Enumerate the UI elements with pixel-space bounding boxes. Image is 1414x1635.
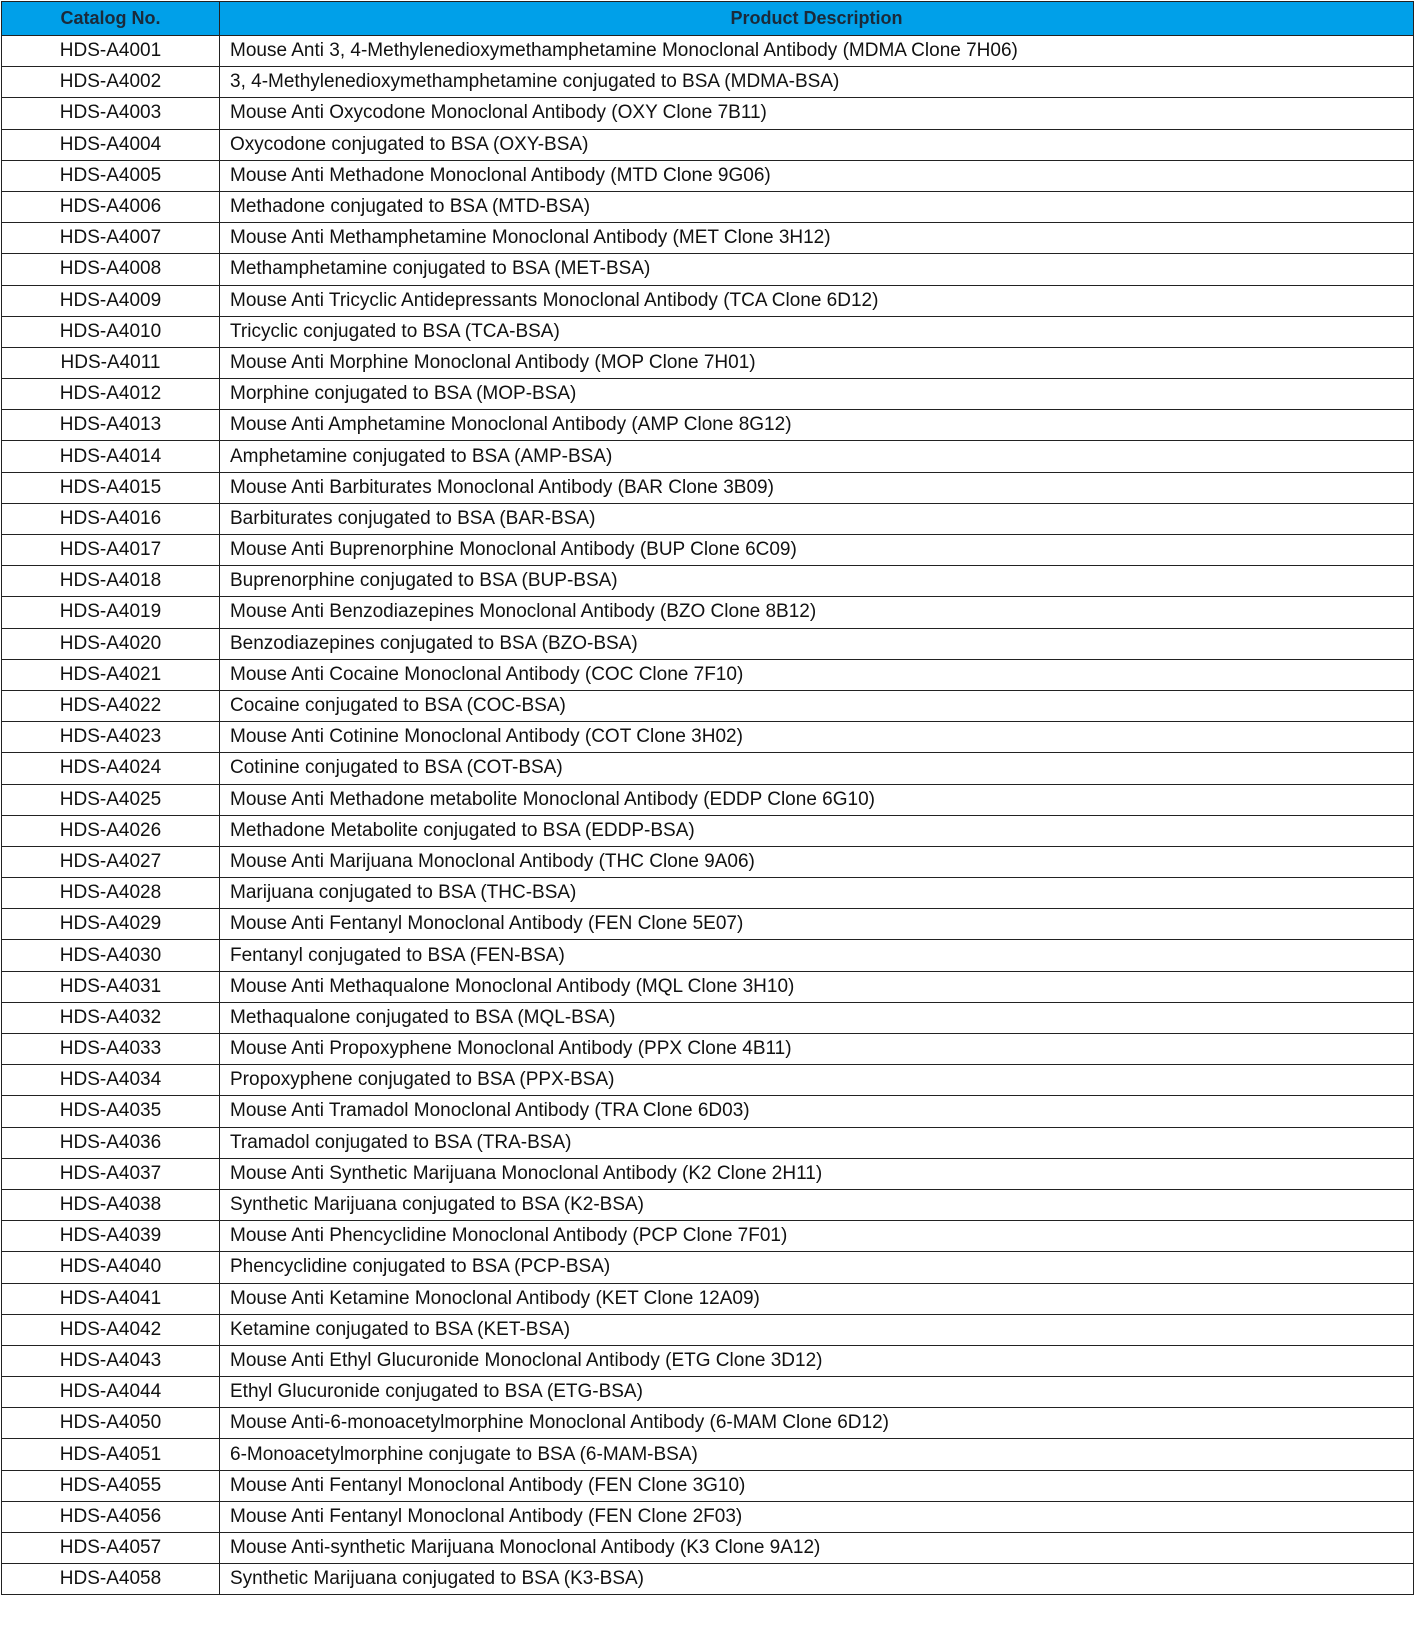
table-row bbox=[2, 940, 1414, 971]
header-row bbox=[2, 2, 1414, 36]
product-description-cell: Barbiturates conjugated to BSA (BAR-BSA) bbox=[220, 503, 1414, 534]
product-description-cell: Methadone conjugated to BSA (MTD-BSA) bbox=[220, 191, 1414, 222]
product-description-cell: Mouse Anti 3, 4-Methylenedioxymethamphetamine Monoclonal Antibody (MDMA Clone 7H06) bbox=[220, 36, 1414, 67]
table-row bbox=[2, 1408, 1414, 1439]
catalog-number-cell: HDS-A4009 bbox=[2, 285, 220, 316]
product-description-cell: Mouse Anti Cocaine Monoclonal Antibody (COC Clone 7F10) bbox=[220, 659, 1414, 690]
product-description-cell: Mouse Anti Barbiturates Monoclonal Antibody (BAR Clone 3B09) bbox=[220, 472, 1414, 503]
table-row bbox=[2, 1377, 1414, 1408]
product-description-cell: Mouse Anti Tramadol Monoclonal Antibody (TRA Clone 6D03) bbox=[220, 1096, 1414, 1127]
table-row bbox=[2, 753, 1414, 784]
product-description-cell: Fentanyl conjugated to BSA (FEN-BSA) bbox=[220, 940, 1414, 971]
product-description-cell: Mouse Anti Propoxyphene Monoclonal Antibody (PPX Clone 4B11) bbox=[220, 1034, 1414, 1065]
table-row bbox=[2, 98, 1414, 129]
product-description-cell: Propoxyphene conjugated to BSA (PPX-BSA) bbox=[220, 1065, 1414, 1096]
table-row bbox=[2, 971, 1414, 1002]
product-description-cell: Mouse Anti Methadone Monoclonal Antibody (MTD Clone 9G06) bbox=[220, 160, 1414, 191]
table-row bbox=[2, 1501, 1414, 1532]
product-description-cell: Tricyclic conjugated to BSA (TCA-BSA) bbox=[220, 316, 1414, 347]
catalog-number-cell: HDS-A4007 bbox=[2, 223, 220, 254]
product-description-cell: Mouse Anti Tricyclic Antidepressants Monoclonal Antibody (TCA Clone 6D12) bbox=[220, 285, 1414, 316]
product-description-cell: Mouse Anti Ketamine Monoclonal Antibody (KET Clone 12A09) bbox=[220, 1283, 1414, 1314]
catalog-number-cell: HDS-A4018 bbox=[2, 566, 220, 597]
table-row bbox=[2, 1439, 1414, 1470]
table-row bbox=[2, 191, 1414, 222]
catalog-number-cell: HDS-A4001 bbox=[2, 36, 220, 67]
product-description-cell: Mouse Anti Oxycodone Monoclonal Antibody (OXY Clone 7B11) bbox=[220, 98, 1414, 129]
table-row bbox=[2, 441, 1414, 472]
product-catalog-table bbox=[1, 1, 1414, 1595]
catalog-number-cell: HDS-A4044 bbox=[2, 1377, 220, 1408]
table-row bbox=[2, 597, 1414, 628]
table-row bbox=[2, 1065, 1414, 1096]
product-description-cell: Amphetamine conjugated to BSA (AMP-BSA) bbox=[220, 441, 1414, 472]
table-row bbox=[2, 160, 1414, 191]
table-row bbox=[2, 1533, 1414, 1564]
product-description-cell: Mouse Anti Morphine Monoclonal Antibody (MOP Clone 7H01) bbox=[220, 347, 1414, 378]
catalog-number-cell: HDS-A4038 bbox=[2, 1189, 220, 1220]
catalog-number-cell: HDS-A4034 bbox=[2, 1065, 220, 1096]
product-description-cell: Mouse Anti Methaqualone Monoclonal Antibody (MQL Clone 3H10) bbox=[220, 971, 1414, 1002]
product-description-cell: Mouse Anti Fentanyl Monoclonal Antibody (FEN Clone 2F03) bbox=[220, 1501, 1414, 1532]
product-description-cell: Mouse Anti Methamphetamine Monoclonal Antibody (MET Clone 3H12) bbox=[220, 223, 1414, 254]
catalog-number-cell: HDS-A4050 bbox=[2, 1408, 220, 1439]
table-row bbox=[2, 1314, 1414, 1345]
product-description-cell: Ketamine conjugated to BSA (KET-BSA) bbox=[220, 1314, 1414, 1345]
catalog-number-cell: HDS-A4025 bbox=[2, 784, 220, 815]
product-description-cell: Buprenorphine conjugated to BSA (BUP-BSA) bbox=[220, 566, 1414, 597]
catalog-number-cell: HDS-A4041 bbox=[2, 1283, 220, 1314]
product-description-cell: Phencyclidine conjugated to BSA (PCP-BSA) bbox=[220, 1252, 1414, 1283]
catalog-number-cell: HDS-A4051 bbox=[2, 1439, 220, 1470]
table-row bbox=[2, 909, 1414, 940]
product-description-cell: Mouse Anti Cotinine Monoclonal Antibody (COT Clone 3H02) bbox=[220, 722, 1414, 753]
catalog-number-cell: HDS-A4027 bbox=[2, 846, 220, 877]
product-description-cell: Mouse Anti Methadone metabolite Monoclonal Antibody (EDDP Clone 6G10) bbox=[220, 784, 1414, 815]
table-row bbox=[2, 535, 1414, 566]
table-row bbox=[2, 129, 1414, 160]
table-row bbox=[2, 1470, 1414, 1501]
catalog-number-cell: HDS-A4043 bbox=[2, 1345, 220, 1376]
catalog-number-cell: HDS-A4031 bbox=[2, 971, 220, 1002]
table-row bbox=[2, 1096, 1414, 1127]
catalog-number-cell: HDS-A4028 bbox=[2, 878, 220, 909]
product-description-cell: Morphine conjugated to BSA (MOP-BSA) bbox=[220, 379, 1414, 410]
product-description-cell: Mouse Anti Fentanyl Monoclonal Antibody (FEN Clone 3G10) bbox=[220, 1470, 1414, 1501]
catalog-number-cell: HDS-A4056 bbox=[2, 1501, 220, 1532]
table-row bbox=[2, 1158, 1414, 1189]
catalog-number-cell: HDS-A4012 bbox=[2, 379, 220, 410]
table-row bbox=[2, 690, 1414, 721]
table-row bbox=[2, 36, 1414, 67]
table-row bbox=[2, 1127, 1414, 1158]
catalog-number-cell: HDS-A4014 bbox=[2, 441, 220, 472]
catalog-number-cell: HDS-A4035 bbox=[2, 1096, 220, 1127]
catalog-number-cell: HDS-A4042 bbox=[2, 1314, 220, 1345]
catalog-number-cell: HDS-A4024 bbox=[2, 753, 220, 784]
product-description-cell: Marijuana conjugated to BSA (THC-BSA) bbox=[220, 878, 1414, 909]
product-description-cell: Mouse Anti Phencyclidine Monoclonal Antibody (PCP Clone 7F01) bbox=[220, 1221, 1414, 1252]
table-row bbox=[2, 316, 1414, 347]
catalog-number-cell: HDS-A4017 bbox=[2, 535, 220, 566]
table-row bbox=[2, 1564, 1414, 1595]
product-description-cell: 3, 4-Methylenedioxymethamphetamine conjugated to BSA (MDMA-BSA) bbox=[220, 67, 1414, 98]
catalog-number-cell: HDS-A4016 bbox=[2, 503, 220, 534]
product-description-cell: Mouse Anti Amphetamine Monoclonal Antibody (AMP Clone 8G12) bbox=[220, 410, 1414, 441]
table-body bbox=[2, 36, 1414, 1595]
product-description-cell: Mouse Anti-6-monoacetylmorphine Monoclonal Antibody (6-MAM Clone 6D12) bbox=[220, 1408, 1414, 1439]
table-row bbox=[2, 67, 1414, 98]
catalog-number-cell: HDS-A4029 bbox=[2, 909, 220, 940]
table-row bbox=[2, 784, 1414, 815]
catalog-number-cell: HDS-A4015 bbox=[2, 472, 220, 503]
product-description-cell: Benzodiazepines conjugated to BSA (BZO-BSA) bbox=[220, 628, 1414, 659]
product-description-cell: Methadone Metabolite conjugated to BSA (EDDP-BSA) bbox=[220, 815, 1414, 846]
table-row bbox=[2, 1283, 1414, 1314]
catalog-number-cell: HDS-A4020 bbox=[2, 628, 220, 659]
product-description-cell: Mouse Anti Fentanyl Monoclonal Antibody (FEN Clone 5E07) bbox=[220, 909, 1414, 940]
table-row bbox=[2, 659, 1414, 690]
product-description-cell: Mouse Anti Ethyl Glucuronide Monoclonal Antibody (ETG Clone 3D12) bbox=[220, 1345, 1414, 1376]
table-row bbox=[2, 1002, 1414, 1033]
catalog-number-cell: HDS-A4003 bbox=[2, 98, 220, 129]
table-row bbox=[2, 503, 1414, 534]
catalog-number-cell: HDS-A4055 bbox=[2, 1470, 220, 1501]
catalog-number-cell: HDS-A4036 bbox=[2, 1127, 220, 1158]
catalog-number-cell: HDS-A4039 bbox=[2, 1221, 220, 1252]
table-row bbox=[2, 347, 1414, 378]
product-description-cell: Oxycodone conjugated to BSA (OXY-BSA) bbox=[220, 129, 1414, 160]
product-description-cell: Cocaine conjugated to BSA (COC-BSA) bbox=[220, 690, 1414, 721]
table-row bbox=[2, 472, 1414, 503]
product-description-cell: Mouse Anti Benzodiazepines Monoclonal Antibody (BZO Clone 8B12) bbox=[220, 597, 1414, 628]
table-row bbox=[2, 628, 1414, 659]
catalog-number-cell: HDS-A4058 bbox=[2, 1564, 220, 1595]
table-row bbox=[2, 846, 1414, 877]
catalog-number-cell: HDS-A4037 bbox=[2, 1158, 220, 1189]
catalog-number-cell: HDS-A4006 bbox=[2, 191, 220, 222]
product-description-cell: Synthetic Marijuana conjugated to BSA (K3-BSA) bbox=[220, 1564, 1414, 1595]
table-row bbox=[2, 566, 1414, 597]
catalog-number-cell: HDS-A4030 bbox=[2, 940, 220, 971]
table-row bbox=[2, 285, 1414, 316]
table-row bbox=[2, 878, 1414, 909]
product-description-cell: 6-Monoacetylmorphine conjugate to BSA (6-MAM-BSA) bbox=[220, 1439, 1414, 1470]
product-description-cell: Mouse Anti Synthetic Marijuana Monoclonal Antibody (K2 Clone 2H11) bbox=[220, 1158, 1414, 1189]
product-description-cell: Methamphetamine conjugated to BSA (MET-BSA) bbox=[220, 254, 1414, 285]
catalog-number-cell: HDS-A4032 bbox=[2, 1002, 220, 1033]
product-description-cell: Mouse Anti Buprenorphine Monoclonal Antibody (BUP Clone 6C09) bbox=[220, 535, 1414, 566]
table-row bbox=[2, 410, 1414, 441]
catalog-number-header: Catalog No. bbox=[2, 2, 220, 36]
catalog-number-cell: HDS-A4040 bbox=[2, 1252, 220, 1283]
table-row bbox=[2, 1189, 1414, 1220]
product-description-cell: Cotinine conjugated to BSA (COT-BSA) bbox=[220, 753, 1414, 784]
table-row bbox=[2, 379, 1414, 410]
table-row bbox=[2, 1034, 1414, 1065]
catalog-number-cell: HDS-A4013 bbox=[2, 410, 220, 441]
catalog-number-cell: HDS-A4005 bbox=[2, 160, 220, 191]
catalog-number-cell: HDS-A4022 bbox=[2, 690, 220, 721]
product-description-cell: Mouse Anti-synthetic Marijuana Monoclonal Antibody (K3 Clone 9A12) bbox=[220, 1533, 1414, 1564]
catalog-number-cell: HDS-A4033 bbox=[2, 1034, 220, 1065]
product-description-cell: Methaqualone conjugated to BSA (MQL-BSA) bbox=[220, 1002, 1414, 1033]
table-row bbox=[2, 1252, 1414, 1283]
table-row bbox=[2, 1345, 1414, 1376]
catalog-number-cell: HDS-A4010 bbox=[2, 316, 220, 347]
catalog-number-cell: HDS-A4026 bbox=[2, 815, 220, 846]
catalog-number-cell: HDS-A4021 bbox=[2, 659, 220, 690]
catalog-number-cell: HDS-A4008 bbox=[2, 254, 220, 285]
catalog-number-cell: HDS-A4011 bbox=[2, 347, 220, 378]
product-description-cell: Synthetic Marijuana conjugated to BSA (K2-BSA) bbox=[220, 1189, 1414, 1220]
table-row bbox=[2, 815, 1414, 846]
table-row bbox=[2, 722, 1414, 753]
table-row bbox=[2, 223, 1414, 254]
product-description-cell: Mouse Anti Marijuana Monoclonal Antibody (THC Clone 9A06) bbox=[220, 846, 1414, 877]
catalog-number-cell: HDS-A4004 bbox=[2, 129, 220, 160]
catalog-number-cell: HDS-A4057 bbox=[2, 1533, 220, 1564]
table-row bbox=[2, 254, 1414, 285]
product-description-cell: Ethyl Glucuronide conjugated to BSA (ETG-BSA) bbox=[220, 1377, 1414, 1408]
product-description-cell: Tramadol conjugated to BSA (TRA-BSA) bbox=[220, 1127, 1414, 1158]
table-row bbox=[2, 1221, 1414, 1252]
catalog-number-cell: HDS-A4023 bbox=[2, 722, 220, 753]
catalog-number-cell: HDS-A4019 bbox=[2, 597, 220, 628]
catalog-number-cell: HDS-A4002 bbox=[2, 67, 220, 98]
product-description-header: Product Description bbox=[220, 2, 1414, 36]
